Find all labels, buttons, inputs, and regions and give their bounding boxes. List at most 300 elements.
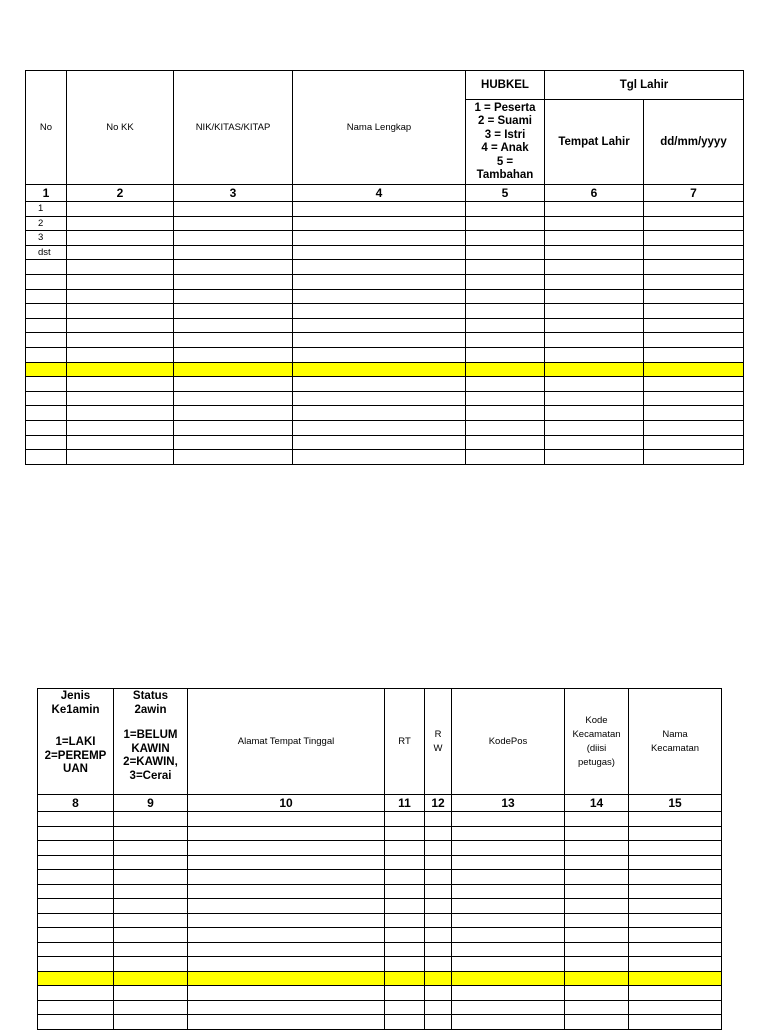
table-cell[interactable] [67,231,174,246]
column-number-row [26,185,744,202]
hubkel-code-3: 3 = Istri [484,128,526,141]
table-row [38,884,722,899]
jenis-kelamin-line2: Ke1amin [51,703,100,716]
table-cell[interactable] [385,942,425,957]
table-cell[interactable] [629,870,722,885]
table-cell[interactable] [425,841,452,856]
row-number-cell[interactable] [26,274,67,289]
table-cell[interactable] [188,986,385,1001]
table-cell[interactable] [174,274,293,289]
table-cell[interactable] [565,884,629,899]
table-cell[interactable] [545,333,644,348]
table-cell[interactable] [67,274,174,289]
table-cell[interactable] [293,245,466,260]
table-cell[interactable] [67,216,174,231]
table-cell[interactable] [174,391,293,406]
table-cell[interactable] [565,928,629,943]
table-cell[interactable] [385,812,425,827]
table-cell[interactable] [385,928,425,943]
table-cell[interactable] [67,333,174,348]
col-number: 14 [565,795,629,812]
participant-table [25,70,744,465]
row-number-cell[interactable]: 2 [26,216,67,231]
table-cell[interactable] [38,884,114,899]
table-cell[interactable] [293,274,466,289]
col-number: 7 [644,185,744,202]
table-cell[interactable] [293,450,466,465]
col-number: 11 [385,795,425,812]
table-cell[interactable] [629,1000,722,1015]
table-cell[interactable] [38,986,114,1001]
row-number-cell[interactable] [26,450,67,465]
table-cell[interactable] [38,1000,114,1015]
hubkel-code-5-label: Tambahan [476,169,534,181]
table-cell[interactable] [644,231,744,246]
table-cell[interactable] [565,1000,629,1015]
row-number-cell[interactable]: dst [26,245,67,260]
table-cell[interactable] [466,231,545,246]
table-cell[interactable] [425,913,452,928]
table-cell[interactable] [545,362,644,377]
table-cell[interactable] [545,318,644,333]
table-cell[interactable] [644,289,744,304]
table-cell[interactable] [114,826,188,841]
table-cell[interactable] [67,347,174,362]
table-cell[interactable] [644,362,744,377]
table-cell[interactable] [466,391,545,406]
table-cell[interactable] [385,957,425,972]
table-cell[interactable] [425,899,452,914]
table-cell[interactable] [644,391,744,406]
header-alamat: Alamat Tempat Tinggal [188,689,385,795]
table-cell[interactable] [188,812,385,827]
table-cell[interactable] [452,986,565,1001]
jk-code-2: 2=PEREMP [44,749,107,762]
table-row [26,435,744,450]
table-cell[interactable] [293,362,466,377]
table-cell[interactable] [385,826,425,841]
table-cell[interactable] [452,913,565,928]
hubkel-code-2: 2 = Suami [477,115,532,127]
table-cell[interactable] [466,289,545,304]
table-cell[interactable] [466,377,545,392]
table-cell[interactable] [466,274,545,289]
table-cell[interactable] [174,216,293,231]
table-cell[interactable] [67,318,174,333]
table-cell[interactable] [545,202,644,217]
table-cell[interactable] [38,870,114,885]
table-cell[interactable] [174,231,293,246]
table-cell[interactable] [425,971,452,986]
table-cell[interactable] [644,347,744,362]
table-cell[interactable] [629,957,722,972]
table-cell[interactable] [629,884,722,899]
table-cell[interactable] [629,899,722,914]
table-cell[interactable] [629,913,722,928]
row-number-cell[interactable] [26,304,67,319]
table-cell[interactable] [466,362,545,377]
status-line2: 2awin [134,703,167,716]
header-no-kk: No KK [67,71,174,185]
table-cell[interactable] [38,1015,114,1030]
header-status-kawin [114,689,188,795]
jk-code-2-cont: UAN [63,763,88,775]
table-cell[interactable] [466,347,545,362]
table-cell[interactable] [67,377,174,392]
table-cell[interactable] [188,841,385,856]
table-cell[interactable] [565,1015,629,1030]
table-cell[interactable] [644,304,744,319]
table-cell[interactable] [114,841,188,856]
table-cell[interactable] [188,928,385,943]
table-row [38,855,722,870]
jenis-kelamin-line1: Jenis [60,690,91,702]
table-cell[interactable] [188,971,385,986]
table-cell[interactable] [174,304,293,319]
table-cell[interactable] [545,420,644,435]
table-cell[interactable] [174,289,293,304]
table-cell[interactable] [452,884,565,899]
table-cell[interactable] [466,435,545,450]
row-number-cell[interactable] [26,391,67,406]
table-cell[interactable] [188,899,385,914]
kode-kec-line4: petugas) [578,756,615,768]
table-cell[interactable] [385,884,425,899]
table-cell[interactable] [565,913,629,928]
table-cell[interactable] [545,406,644,421]
table-cell[interactable] [644,435,744,450]
table-cell[interactable] [425,870,452,885]
table-row [26,377,744,392]
table-cell[interactable] [545,245,644,260]
table-row [26,391,744,406]
table-cell[interactable] [385,841,425,856]
table-cell[interactable] [38,957,114,972]
table-cell[interactable] [425,855,452,870]
table-cell[interactable] [629,928,722,943]
table-cell[interactable] [629,986,722,1001]
table-cell[interactable] [188,1015,385,1030]
table-cell[interactable] [565,812,629,827]
table-cell[interactable] [565,826,629,841]
header-hubkel: HUBKEL [466,71,545,100]
table-row [26,347,744,362]
table-cell[interactable] [174,435,293,450]
jk-code-1: 1=LAKI [55,736,96,748]
table-row [26,289,744,304]
table-row [26,245,744,260]
table-cell[interactable] [293,289,466,304]
table-cell[interactable] [38,899,114,914]
table-cell[interactable] [174,406,293,421]
table-cell[interactable] [174,347,293,362]
table-cell[interactable] [174,202,293,217]
table-cell[interactable] [565,942,629,957]
status-code-2: 2=KAWIN, [123,756,178,768]
table-cell[interactable] [188,913,385,928]
table-cell[interactable] [38,928,114,943]
table-cell[interactable] [67,304,174,319]
table-cell[interactable] [545,260,644,275]
row-number-cell[interactable]: 3 [26,231,67,246]
row-number-cell[interactable] [26,362,67,377]
hubkel-code-4: 4 = Anak [481,142,529,154]
header-kodepos: KodePos [452,689,565,795]
table-cell[interactable] [452,870,565,885]
table-row [38,957,722,972]
table-cell[interactable] [629,855,722,870]
table-cell[interactable] [452,899,565,914]
table-cell[interactable] [293,304,466,319]
table-cell[interactable] [644,274,744,289]
table-cell[interactable] [38,971,114,986]
table-cell[interactable] [293,420,466,435]
table-cell[interactable] [293,377,466,392]
table-row [38,913,722,928]
col-number: 4 [293,185,466,202]
table-row [38,870,722,885]
table-cell[interactable] [114,870,188,885]
row-number-cell[interactable] [26,420,67,435]
table-cell[interactable] [293,231,466,246]
table-cell[interactable] [466,318,545,333]
table-cell[interactable] [425,884,452,899]
table-cell[interactable] [452,957,565,972]
table-cell[interactable] [293,216,466,231]
table-cell[interactable] [114,913,188,928]
table-cell[interactable] [385,1000,425,1015]
table-cell[interactable] [466,202,545,217]
header-rt: RT [385,689,425,795]
table-cell[interactable] [452,928,565,943]
table-cell[interactable] [188,826,385,841]
hubkel-code-5: 5 = [496,155,514,168]
participant-table-body [26,202,744,465]
table-row [38,986,722,1001]
table-cell[interactable] [644,420,744,435]
rw-line1: R [434,728,442,740]
table-cell[interactable] [565,841,629,856]
table-cell[interactable] [466,333,545,348]
table-cell[interactable] [466,260,545,275]
table-cell[interactable] [565,899,629,914]
table-cell[interactable] [174,260,293,275]
table-cell[interactable] [644,333,744,348]
table-cell[interactable] [425,942,452,957]
row-number-cell[interactable]: 1 [26,202,67,217]
table-cell[interactable] [293,333,466,348]
table-cell[interactable] [188,855,385,870]
table-cell[interactable] [174,245,293,260]
table-cell[interactable] [293,347,466,362]
table-cell[interactable] [67,420,174,435]
table-cell[interactable] [385,899,425,914]
table-cell[interactable] [174,450,293,465]
row-number-cell[interactable] [26,289,67,304]
row-number-cell[interactable] [26,377,67,392]
col-number: 8 [38,795,114,812]
table-cell[interactable] [452,1015,565,1030]
table-cell[interactable] [38,812,114,827]
table-cell[interactable] [466,420,545,435]
table-cell[interactable] [545,231,644,246]
table-cell[interactable] [67,260,174,275]
table-cell[interactable] [466,216,545,231]
table-cell[interactable] [293,435,466,450]
table-cell[interactable] [385,1015,425,1030]
table-cell[interactable] [545,435,644,450]
table-cell[interactable] [644,318,744,333]
table-cell[interactable] [67,406,174,421]
table-cell[interactable] [545,450,644,465]
header-tgl-lahir: Tgl Lahir [545,71,744,100]
table-cell[interactable] [38,841,114,856]
table-cell[interactable] [114,957,188,972]
table-cell[interactable] [114,899,188,914]
table-cell[interactable] [385,870,425,885]
table-cell[interactable] [452,826,565,841]
table-cell[interactable] [67,362,174,377]
table-cell[interactable] [629,841,722,856]
table-cell[interactable] [38,942,114,957]
table-cell[interactable] [565,855,629,870]
table-cell[interactable] [188,884,385,899]
table-cell[interactable] [425,1000,452,1015]
table-cell[interactable] [114,942,188,957]
table-cell[interactable] [385,986,425,1001]
table-cell[interactable] [644,216,744,231]
table-cell[interactable] [293,406,466,421]
table-cell[interactable] [174,377,293,392]
table-cell[interactable] [452,971,565,986]
table-cell[interactable] [644,377,744,392]
table-cell[interactable] [114,971,188,986]
table-cell[interactable] [114,1000,188,1015]
table-cell[interactable] [629,942,722,957]
row-number-cell[interactable] [26,260,67,275]
table-cell[interactable] [188,957,385,972]
table-cell[interactable] [425,957,452,972]
table-cell[interactable] [114,855,188,870]
row-number-cell[interactable] [26,406,67,421]
table-cell[interactable] [67,289,174,304]
nama-kec-line2: Kecamatan [650,742,700,754]
table-cell[interactable] [425,986,452,1001]
table-row [26,450,744,465]
table-cell[interactable] [452,942,565,957]
table-cell[interactable] [67,202,174,217]
table-cell[interactable] [67,391,174,406]
table-cell[interactable] [67,435,174,450]
table-cell[interactable] [545,216,644,231]
table-row [26,274,744,289]
address-table [37,688,722,1030]
table-cell[interactable] [188,942,385,957]
table-cell[interactable] [466,245,545,260]
table-cell[interactable] [644,245,744,260]
table-cell[interactable] [545,377,644,392]
table-cell[interactable] [114,812,188,827]
table-cell[interactable] [425,812,452,827]
table-cell[interactable] [452,841,565,856]
table-cell[interactable] [565,986,629,1001]
table-cell[interactable] [293,391,466,406]
table-cell[interactable] [629,812,722,827]
table-cell[interactable] [67,245,174,260]
table-cell[interactable] [644,260,744,275]
table-cell[interactable] [425,826,452,841]
table-cell[interactable] [174,362,293,377]
table-cell[interactable] [174,318,293,333]
table-cell[interactable] [38,826,114,841]
table-cell[interactable] [293,202,466,217]
col-number: 3 [174,185,293,202]
table-cell[interactable] [38,913,114,928]
table-cell[interactable] [425,1015,452,1030]
table-cell[interactable] [385,855,425,870]
table-cell[interactable] [545,289,644,304]
table-cell[interactable] [67,450,174,465]
table-cell[interactable] [114,928,188,943]
table-row [26,420,744,435]
table-cell[interactable] [174,420,293,435]
table-cell[interactable] [545,274,644,289]
table-cell[interactable] [629,971,722,986]
column-number-row [38,795,722,812]
table-cell[interactable] [466,406,545,421]
table-cell[interactable] [385,913,425,928]
table-cell[interactable] [545,304,644,319]
table-cell[interactable] [629,1015,722,1030]
table-cell[interactable] [644,202,744,217]
table-cell[interactable] [38,855,114,870]
table-cell[interactable] [425,928,452,943]
table-cell[interactable] [114,986,188,1001]
table-cell[interactable] [466,450,545,465]
table-cell[interactable] [452,812,565,827]
table-cell[interactable] [466,304,545,319]
nama-kec-line1: Nama [662,728,688,740]
row-number-cell[interactable] [26,347,67,362]
table-row [26,202,744,217]
table-cell[interactable] [452,1000,565,1015]
table-cell[interactable] [545,391,644,406]
table-cell[interactable] [565,870,629,885]
table-cell[interactable] [644,406,744,421]
table-cell[interactable] [188,1000,385,1015]
status-code-1-cont: KAWIN [131,742,170,755]
table-cell[interactable] [114,884,188,899]
table-cell[interactable] [114,1015,188,1030]
table-row [26,231,744,246]
table-cell[interactable] [188,870,385,885]
table-cell[interactable] [545,347,644,362]
table-cell[interactable] [644,450,744,465]
table-cell[interactable] [565,971,629,986]
row-number-cell[interactable] [26,333,67,348]
table-cell[interactable] [385,971,425,986]
table-row [38,899,722,914]
table-cell[interactable] [565,957,629,972]
table-cell[interactable] [174,333,293,348]
table-cell[interactable] [629,826,722,841]
table-cell[interactable] [293,260,466,275]
row-number-cell[interactable] [26,318,67,333]
row-number-cell[interactable] [26,435,67,450]
table-cell[interactable] [293,318,466,333]
table-cell[interactable] [452,855,565,870]
kode-kec-line2: Kecamatan [572,728,621,740]
